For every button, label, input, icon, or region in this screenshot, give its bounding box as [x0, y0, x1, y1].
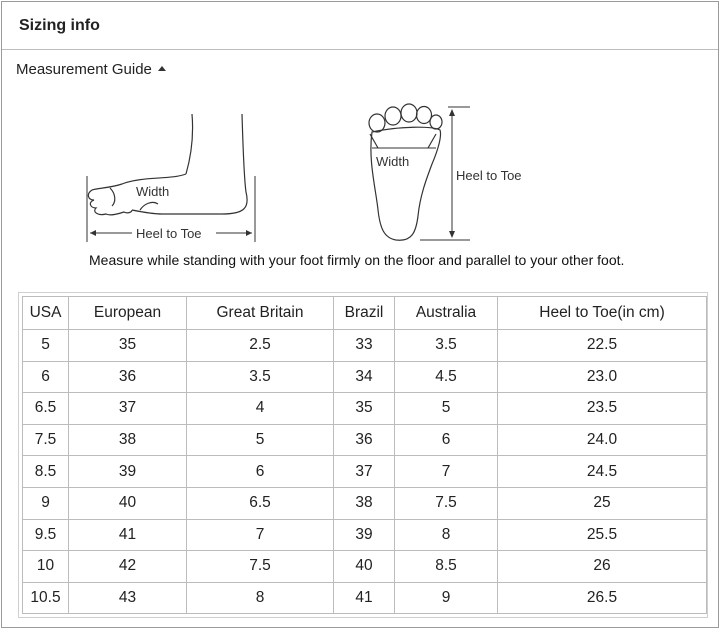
foot-side-view-diagram	[82, 108, 264, 248]
cell-australia: 6	[395, 424, 498, 456]
cell-great-britain: 4	[187, 393, 334, 425]
cell-usa: 10	[23, 551, 69, 583]
cell-brazil: 33	[334, 330, 395, 362]
measurement-guide-label: Measurement Guide	[16, 61, 152, 78]
cell-great-britain: 8	[187, 582, 334, 614]
cell-usa: 8.5	[23, 456, 69, 488]
cell-usa: 6.5	[23, 393, 69, 425]
cell-european: 35	[69, 330, 187, 362]
cell-european: 41	[69, 519, 187, 551]
cell-great-britain: 5	[187, 424, 334, 456]
cell-heel-to-toe: 24.5	[498, 456, 707, 488]
cell-great-britain: 6.5	[187, 487, 334, 519]
cell-brazil: 36	[334, 424, 395, 456]
cell-usa: 10.5	[23, 582, 69, 614]
top-length-label: Heel to Toe	[456, 168, 522, 183]
cell-european: 43	[69, 582, 187, 614]
cell-european: 38	[69, 424, 187, 456]
cell-usa: 9	[23, 487, 69, 519]
foot-top-view-diagram	[360, 100, 540, 248]
size-conversion-table	[22, 296, 707, 614]
cell-australia: 8.5	[395, 551, 498, 583]
cell-great-britain: 3.5	[187, 361, 334, 393]
cell-brazil: 35	[334, 393, 395, 425]
table-row	[23, 551, 707, 583]
cell-european: 42	[69, 551, 187, 583]
cell-brazil: 41	[334, 582, 395, 614]
side-width-label: Width	[136, 184, 170, 199]
cell-european: 37	[69, 393, 187, 425]
cell-australia: 8	[395, 519, 498, 551]
cell-great-britain: 7	[187, 519, 334, 551]
col-header-heel-to-toe: Heel to Toe(in cm)	[498, 297, 707, 330]
cell-brazil: 38	[334, 487, 395, 519]
table-row	[23, 519, 707, 551]
cell-australia: 5	[395, 393, 498, 425]
cell-heel-to-toe: 25	[498, 487, 707, 519]
cell-brazil: 37	[334, 456, 395, 488]
table-row	[23, 456, 707, 488]
cell-heel-to-toe: 23.0	[498, 361, 707, 393]
size-table-container	[18, 292, 708, 618]
cell-european: 40	[69, 487, 187, 519]
table-row	[23, 330, 707, 362]
cell-european: 39	[69, 456, 187, 488]
cell-heel-to-toe: 24.0	[498, 424, 707, 456]
caret-up-icon	[158, 66, 166, 71]
cell-european: 36	[69, 361, 187, 393]
side-length-label: Heel to Toe	[136, 226, 202, 241]
col-header-australia: Australia	[395, 297, 498, 330]
cell-heel-to-toe: 22.5	[498, 330, 707, 362]
cell-australia: 3.5	[395, 330, 498, 362]
top-width-label: Width	[376, 154, 410, 169]
measurement-guide-toggle[interactable]	[16, 61, 166, 78]
table-row	[23, 393, 707, 425]
cell-usa: 5	[23, 330, 69, 362]
panel-title: Sizing info	[19, 17, 100, 34]
cell-usa: 6	[23, 361, 69, 393]
cell-usa: 9.5	[23, 519, 69, 551]
cell-great-britain: 2.5	[187, 330, 334, 362]
cell-heel-to-toe: 25.5	[498, 519, 707, 551]
cell-great-britain: 6	[187, 456, 334, 488]
table-row	[23, 582, 707, 614]
cell-heel-to-toe: 26	[498, 551, 707, 583]
cell-brazil: 39	[334, 519, 395, 551]
cell-brazil: 40	[334, 551, 395, 583]
col-header-brazil: Brazil	[334, 297, 395, 330]
cell-australia: 7.5	[395, 487, 498, 519]
col-header-usa: USA	[23, 297, 69, 330]
cell-australia: 4.5	[395, 361, 498, 393]
table-row	[23, 361, 707, 393]
cell-heel-to-toe: 23.5	[498, 393, 707, 425]
cell-usa: 7.5	[23, 424, 69, 456]
table-header-row	[23, 297, 707, 330]
cell-heel-to-toe: 26.5	[498, 582, 707, 614]
measurement-instruction: Measure while standing with your foot firmly on the floor and parallel to your other foot.	[89, 252, 625, 268]
cell-brazil: 34	[334, 361, 395, 393]
table-row	[23, 487, 707, 519]
col-header-great-britain: Great Britain	[187, 297, 334, 330]
cell-australia: 9	[395, 582, 498, 614]
cell-great-britain: 7.5	[187, 551, 334, 583]
cell-australia: 7	[395, 456, 498, 488]
table-row	[23, 424, 707, 456]
panel-header	[2, 2, 718, 50]
col-header-european: European	[69, 297, 187, 330]
